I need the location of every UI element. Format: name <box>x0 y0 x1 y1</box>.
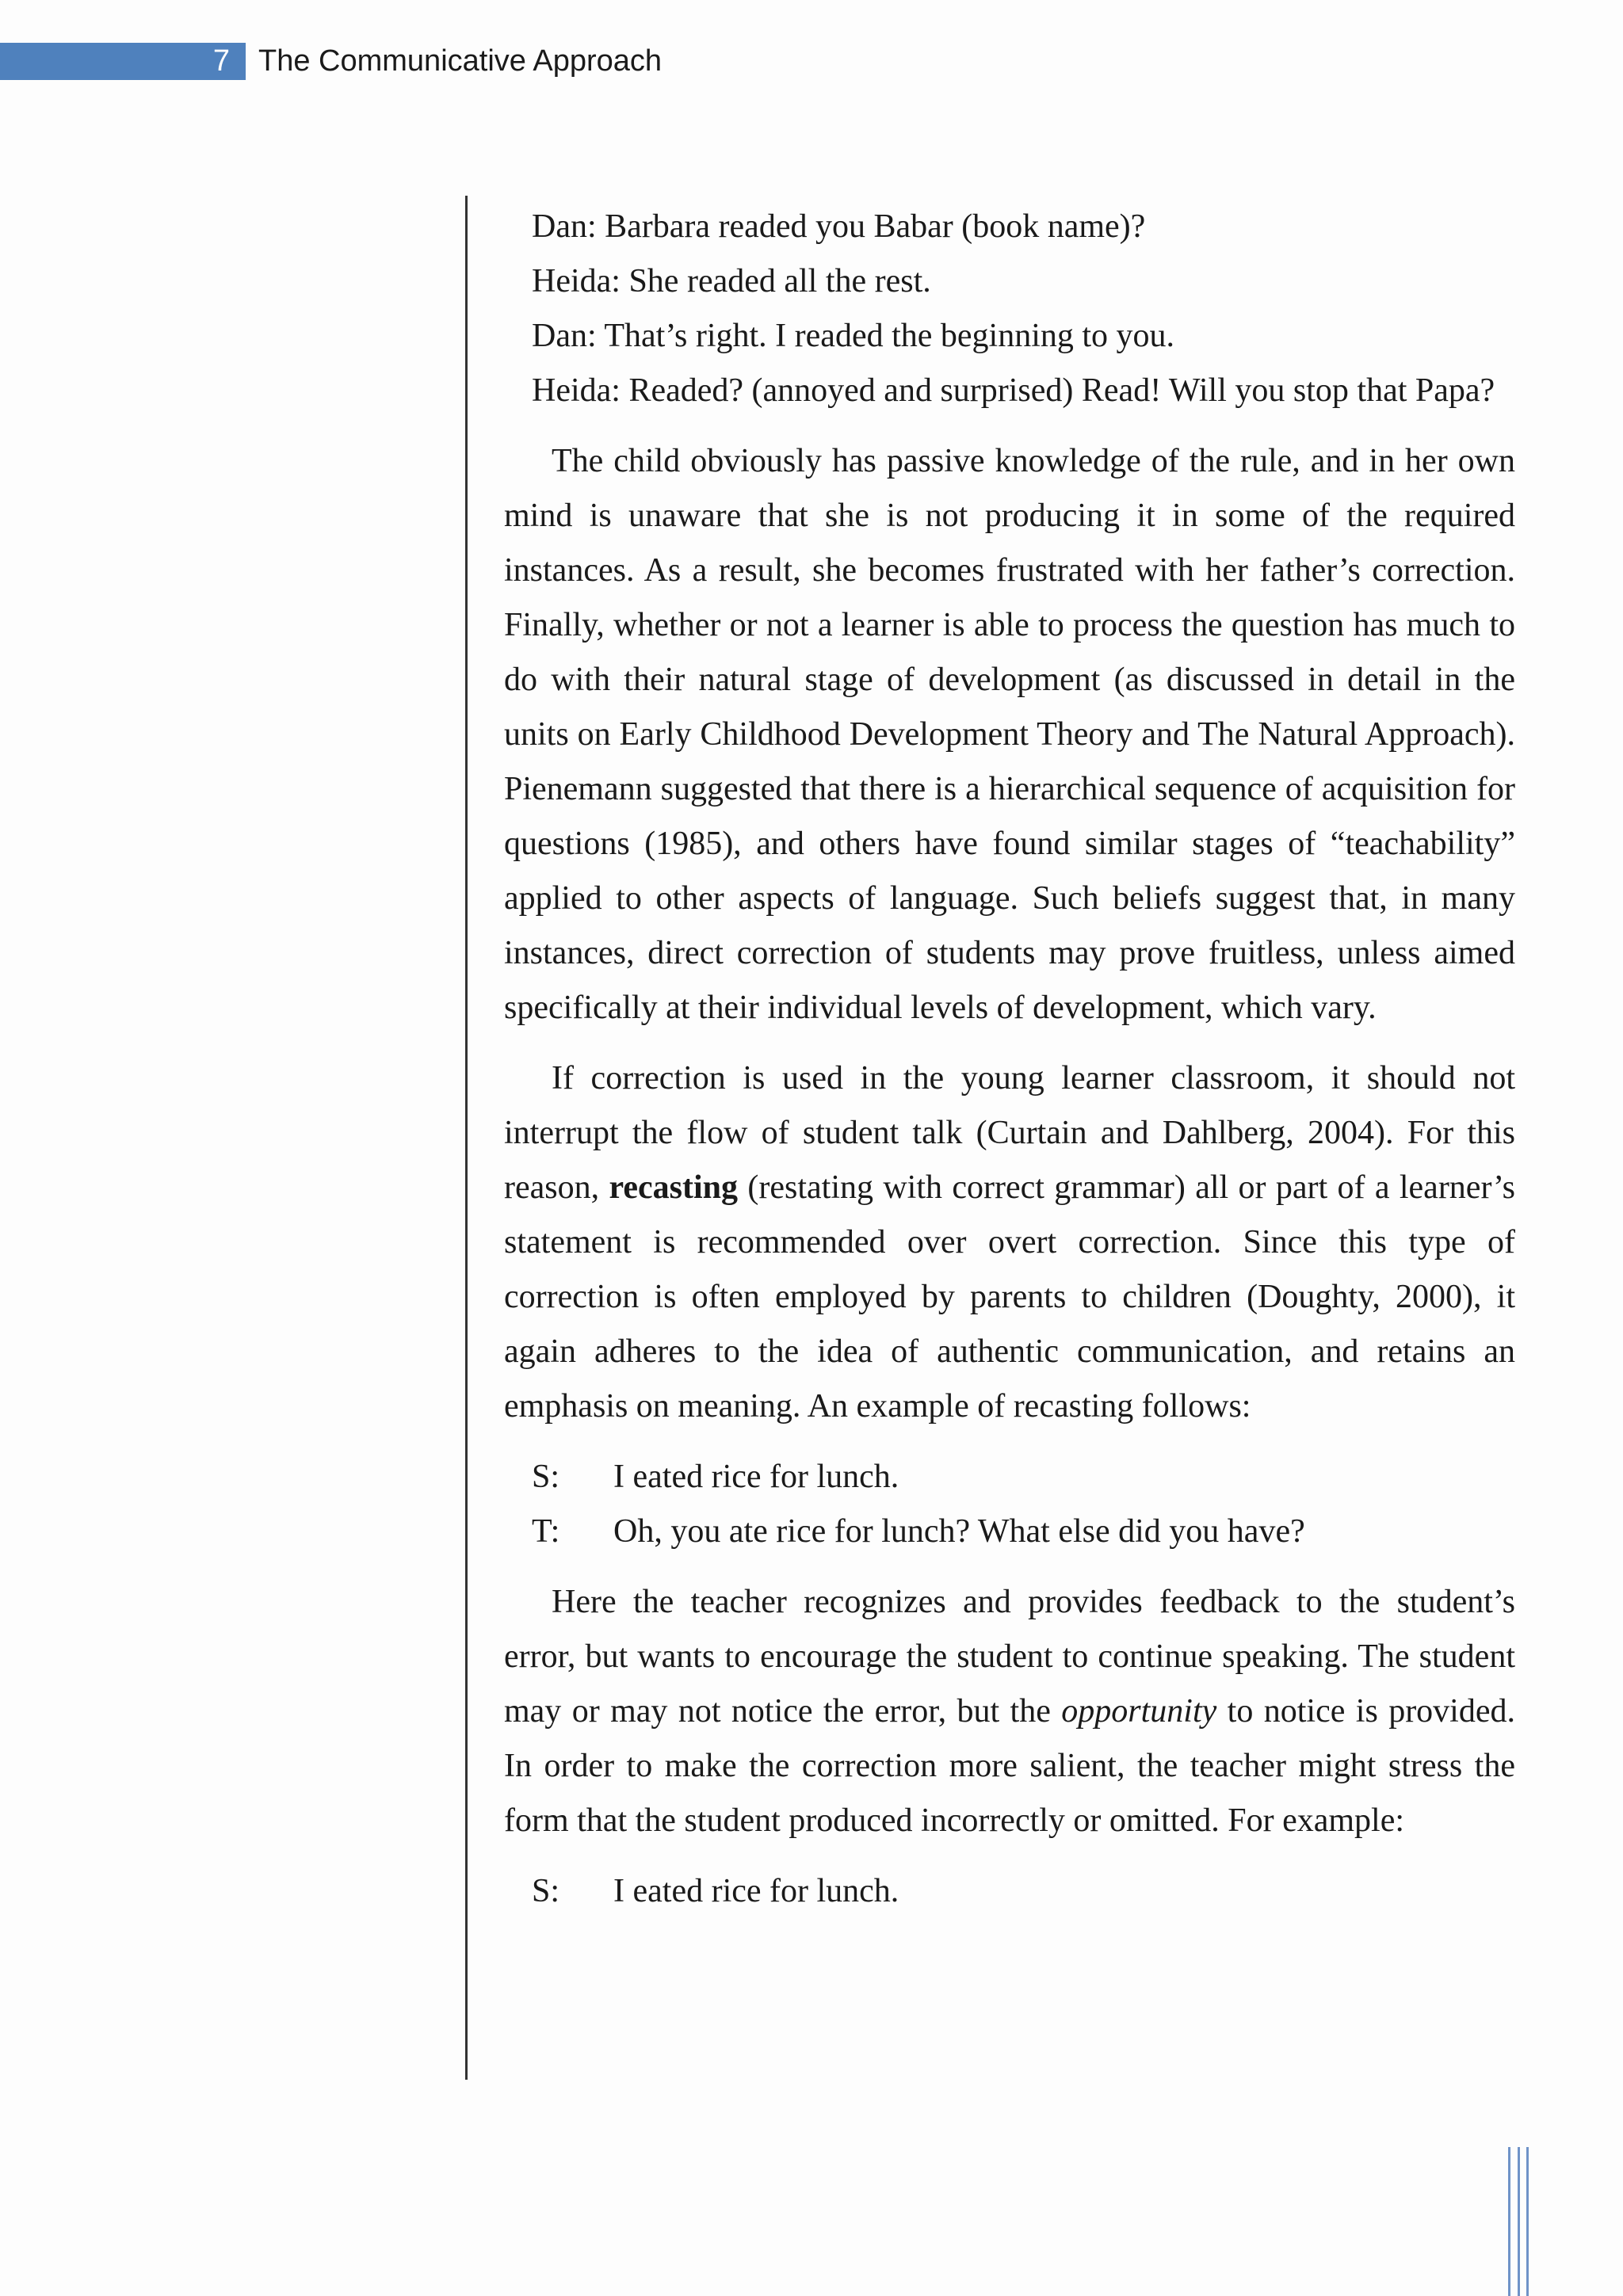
example-line <box>532 1864 1515 1919</box>
example-speaker: S: <box>532 1459 560 1495</box>
example-speaker: T: <box>532 1513 560 1550</box>
side-line <box>1526 2147 1529 2296</box>
paragraph-text: to notice is provided. In order to make the correction more salient, the teacher might stress the form that the student produced incorrectly or omitted. For example: <box>504 1693 1515 1839</box>
example-text: Oh, you ate rice for lunch? What else did you have? <box>613 1513 1305 1550</box>
side-line <box>1508 2147 1510 2296</box>
decorative-side-lines <box>1508 2147 1529 2296</box>
body-text <box>504 200 1515 1919</box>
page-number: 7 <box>212 44 230 78</box>
example-line <box>532 1450 1515 1505</box>
dialogue-line: Dan: Barbara readed you Babar (book name)? <box>532 208 1146 245</box>
example-text: I eated rice for lunch. <box>613 1459 899 1495</box>
recasting-example <box>504 1450 1515 1559</box>
side-line <box>1518 2147 1520 2296</box>
dialogue-line: Heida: Readed? (annoyed and surprised) Read! Will you stop that Papa? <box>532 372 1495 409</box>
margin-rule <box>465 196 468 2080</box>
paragraph-text: (restating with correct grammar) all or part of a learner’s statement is recommended over overt correction. Since this type of correction is often employed by parents to children (Doughty, 2000), it again adheres to the idea of authentic communication, and retains an emphasis on meaning. An example of recasting follows: <box>504 1169 1516 1425</box>
paragraph-text: If correction is used in the young learner classroom, it should not interrupt the flow of student talk (Curtain and Dahlberg, 2004). For this reason, <box>504 1060 1515 1206</box>
running-header-title: The Communicative Approach <box>258 44 663 78</box>
dialogue-line: Dan: That’s right. I readed the beginning to you. <box>532 318 1175 354</box>
dialogue-line: Heida: She readed all the rest. <box>532 263 931 299</box>
example-text: I eated rice for lunch. <box>613 1873 899 1909</box>
paragraph-feedback <box>504 1575 1515 1848</box>
emphasis-opportunity: opportunity <box>1061 1693 1217 1730</box>
term-recasting: recasting <box>609 1169 739 1206</box>
example-line <box>532 1505 1515 1559</box>
paragraph-passive-knowledge: The child obviously has passive knowledge of the rule, and in her own mind is unaware that she is not producing it in some of the required instances. As a result, she becomes frustrated with her father’s correction. Finally, whether or not a learner is able to process the question has much to do with their natural stage of development (as discussed in detail in the units on Early Childhood Development Theory and The Natural Approach). Pienemann suggested that there is a hierarchical sequence of acquisition for questions (1985), and others have found similar stages of “teachability” applied to other aspects of language. Such beliefs suggest that, in many instances, direct correction of students may prove fruitless, unless aimed specifically at their individual levels of development, which vary. <box>504 443 1515 1026</box>
paragraph-text: Here the teacher recognizes and provides feedback to the student’s error, but wants to encourage the student to continue speaking. The student may or may not notice the error, but the <box>504 1584 1515 1730</box>
stress-example <box>504 1864 1515 1919</box>
example-speaker: S: <box>532 1873 560 1909</box>
paragraph-recasting <box>504 1051 1515 1434</box>
